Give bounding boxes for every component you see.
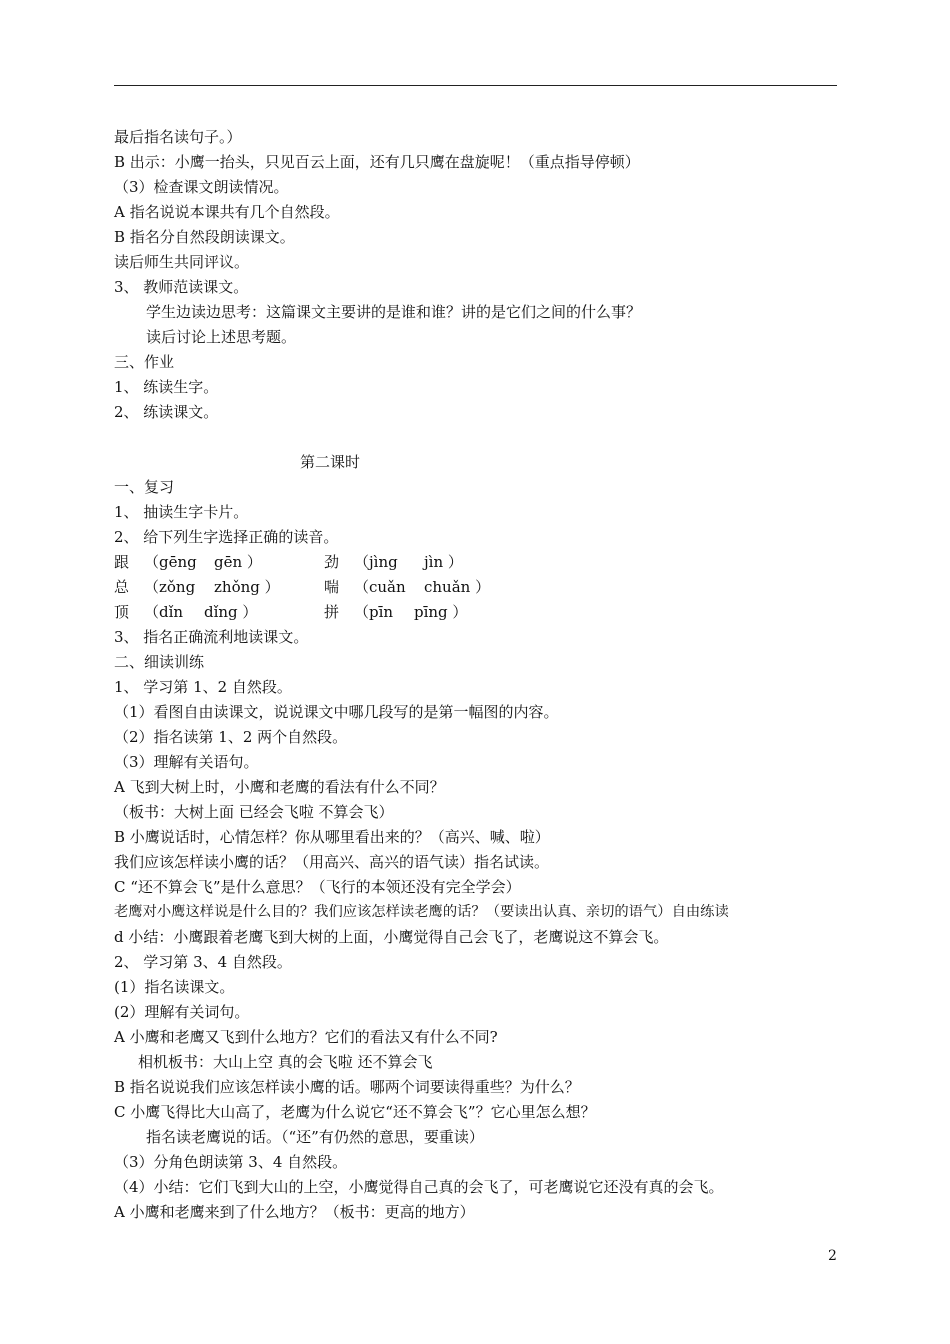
text-line: 指名读老鹰说的话。（“还”有仍然的意思，要重读） (146, 1128, 484, 1146)
text-line: (1）指名读课文。 (114, 978, 235, 996)
text-line: 3、 指名正确流利地读课文。 (114, 628, 309, 646)
text-line: A 小鹰和老鹰来到了什么地方？（板书：更高的地方） (114, 1203, 475, 1221)
pinyin-option: dǐng ） (204, 603, 258, 621)
pinyin-option: zhǒng ） (214, 578, 280, 596)
text-line: B 指名分自然段朗读课文。 (114, 228, 295, 246)
text-line: 最后指名读句子。） (114, 128, 242, 146)
text-line: 读后师生共同评议。 (114, 253, 250, 271)
pinyin-option: （zǒng (144, 578, 196, 596)
text-line: 相机板书：大山上空 真的会飞啦 还不算会飞 (138, 1053, 433, 1071)
character: 总 (114, 578, 130, 596)
text-line: 我们应该怎样读小鹰的话？（用高兴、高兴的语气读）指名试读。 (114, 853, 550, 871)
text-line: （1）看图自由读课文，说说课文中哪几段写的是第一幅图的内容。 (114, 703, 559, 721)
pinyin-option: （cuǎn (354, 578, 406, 596)
pinyin-option: pīng ） (414, 603, 468, 621)
text-line: C 小鹰飞得比大山高了，老鹰为什么说它“还不算会飞”？它心里怎么想？ (114, 1103, 596, 1121)
text-line: A 飞到大树上时，小鹰和老鹰的看法有什么不同？ (114, 778, 445, 796)
character: 喘 (324, 578, 340, 596)
lesson-title: 第二课时 (300, 453, 361, 471)
text-line: （3）理解有关语句。 (114, 753, 259, 771)
text-line: A 指名说说本课共有几个自然段。 (114, 203, 340, 221)
text-line: B 出示：小鹰一抬头，只见百云上面，还有几只鹰在盘旋呢！（重点指导停顿） (114, 153, 640, 171)
text-line: C “还不算会飞”是什么意思？（飞行的本领还没有完全学会） (114, 878, 521, 896)
pinyin-option: chuǎn ） (424, 578, 491, 596)
text-line: （3）分角色朗读第 3、4 自然段。 (114, 1153, 348, 1171)
text-line: （4）小结：它们飞到大山的上空，小鹰觉得自己真的会飞了，可老鹰说它还没有真的会飞。 (114, 1178, 724, 1196)
header-rule (114, 85, 837, 86)
pinyin-option: （gēng (144, 553, 197, 571)
text-line: 2、 学习第 3、4 自然段。 (114, 953, 292, 971)
pinyin-option: （jìng (354, 553, 398, 571)
text-line: 读后讨论上述思考题。 (146, 328, 297, 346)
character: 拼 (324, 603, 340, 621)
text-line: 1、 抽读生字卡片。 (114, 503, 249, 521)
text-line: （3）检查课文朗读情况。 (114, 178, 289, 196)
text-line: （2）指名读第 1、2 两个自然段。 (114, 728, 348, 746)
text-line: 2、 练读课文。 (114, 403, 219, 421)
character: 劲 (324, 553, 340, 571)
text-line: 学生边读边思考：这篇课文主要讲的是谁和谁？讲的是它们之间的什么事？ (146, 303, 642, 321)
text-line: 2、 给下列生字选择正确的读音。 (114, 528, 339, 546)
character: 跟 (114, 553, 130, 571)
text-line: 1、 学习第 1、2 自然段。 (114, 678, 292, 696)
text-line: d 小结：小鹰跟着老鹰飞到大树的上面，小鹰觉得自己会飞了，老鹰说这不算会飞。 (114, 928, 669, 946)
text-line: 老鹰对小鹰这样说是什么目的？我们应该怎样读老鹰的话？（要读出认真、亲切的语气）自由练读 (114, 904, 729, 920)
pinyin-option: （dǐn (144, 603, 184, 621)
text-line: 1、 练读生字。 (114, 378, 219, 396)
text-line: A 小鹰和老鹰又飞到什么地方？它们的看法又有什么不同? (114, 1028, 498, 1046)
text-line: （板书：大树上面 已经会飞啦 不算会飞） (114, 803, 394, 821)
pinyin-option: gēn ） (214, 553, 262, 571)
text-line: B 指名说说我们应该怎样读小鹰的话。哪两个词要读得重些？为什么？ (114, 1078, 580, 1096)
section-heading: 二、细读训练 (114, 653, 205, 671)
pinyin-option: （pīn (354, 603, 394, 621)
text-line: (2）理解有关词句。 (114, 1003, 250, 1021)
pinyin-option: jìn ） (424, 553, 463, 571)
section-heading: 三、作业 (114, 353, 175, 371)
section-heading: 一、复习 (114, 478, 175, 496)
text-line: B 小鹰说话时，心情怎样？你从哪里看出来的？（高兴、喊、啦） (114, 828, 550, 846)
page-number: 2 (828, 1248, 837, 1264)
text-line: 3、 教师范读课文。 (114, 278, 249, 296)
character: 顶 (114, 603, 130, 621)
